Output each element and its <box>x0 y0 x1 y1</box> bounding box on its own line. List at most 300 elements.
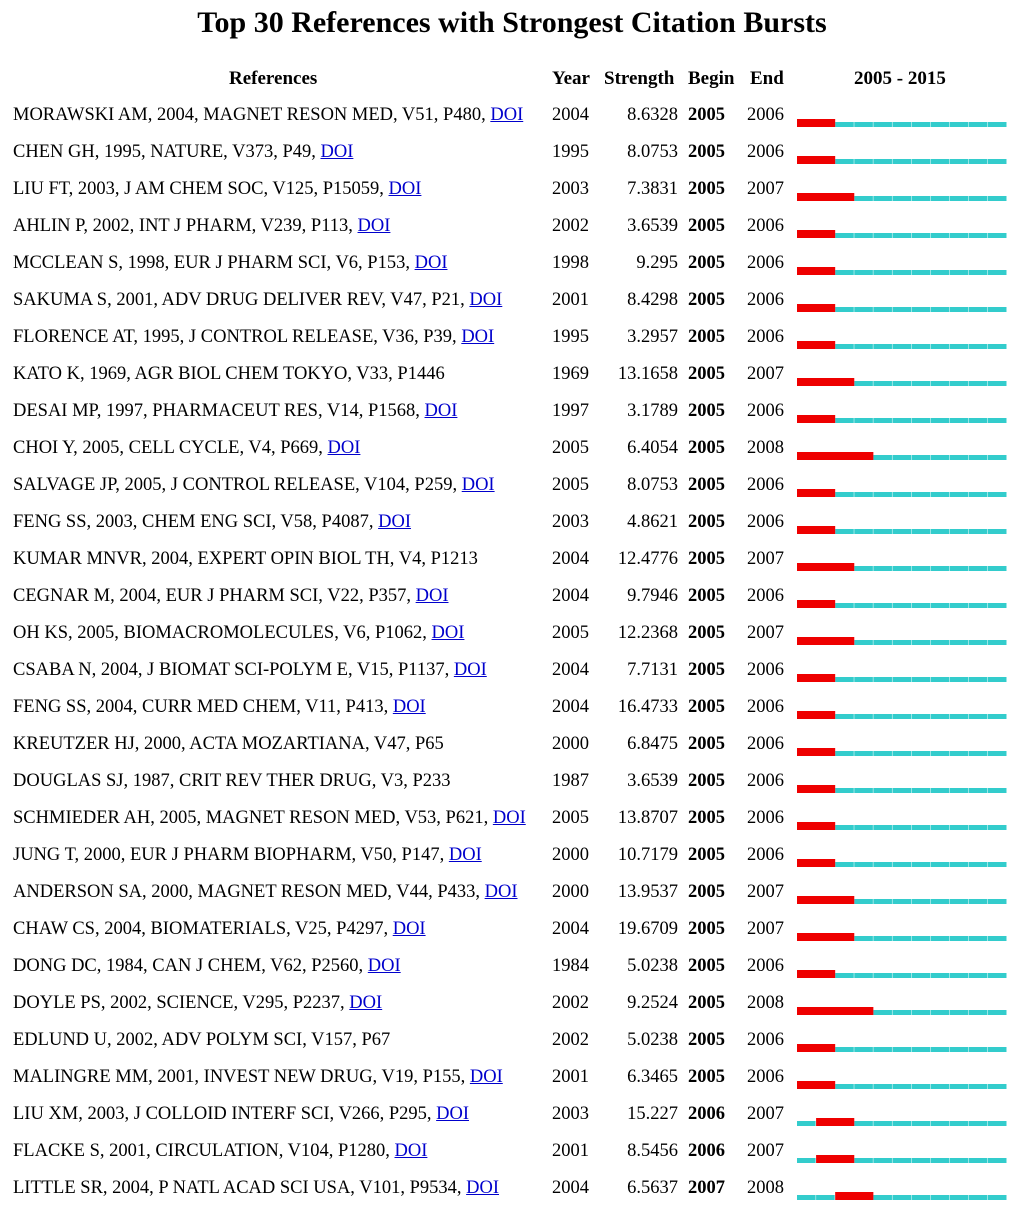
reference-text: FENG SS, 2004, CURR MED CHEM, V11, P413, <box>13 697 389 717</box>
burst-bar <box>835 1192 873 1200</box>
reference-cell <box>13 1067 503 1088</box>
timeline-year-segment <box>892 344 911 349</box>
timeline-year-segment <box>873 159 892 164</box>
timeline-year-segment <box>931 1195 950 1200</box>
timeline-year-segment <box>988 640 1007 645</box>
year-cell: 2004 <box>552 549 589 569</box>
doi-link[interactable]: DOI <box>327 438 361 458</box>
begin-cell: 2005 <box>688 253 725 273</box>
timeline-year-segment <box>931 566 950 571</box>
begin-cell: 2006 <box>688 1104 725 1124</box>
timeline-year-segment <box>931 307 950 312</box>
timeline-year-segment <box>931 1158 950 1163</box>
header-begin: Begin <box>688 68 735 89</box>
reference-cell <box>13 1030 390 1051</box>
table-row <box>0 246 1024 283</box>
table-row <box>0 542 1024 579</box>
header-references: References <box>229 68 318 89</box>
timeline-year-segment <box>912 122 931 127</box>
year-cell: 1995 <box>552 142 589 162</box>
timeline-year-segment <box>892 196 911 201</box>
timeline-year-segment <box>873 1121 892 1126</box>
timeline-year-segment <box>912 196 931 201</box>
timeline-year-segment <box>854 196 873 201</box>
timeline-year-segment <box>912 344 931 349</box>
timeline-year-segment <box>854 1158 873 1163</box>
year-cell: 1995 <box>552 327 589 347</box>
end-cell: 2006 <box>747 512 784 532</box>
burst-bar <box>797 748 835 756</box>
burst-timeline <box>797 822 1007 832</box>
table-row <box>0 431 1024 468</box>
table-row <box>0 209 1024 246</box>
strength-cell: 13.8707 <box>617 808 678 828</box>
begin-cell: 2005 <box>688 142 725 162</box>
table-row <box>0 357 1024 394</box>
doi-link[interactable]: DOI <box>414 253 448 273</box>
timeline-year-segment <box>892 381 911 386</box>
year-cell: 1997 <box>552 401 589 421</box>
reference-text: AHLIN P, 2002, INT J PHARM, V239, P113, <box>13 216 353 236</box>
end-cell: 2007 <box>747 1141 784 1161</box>
reference-cell <box>13 475 495 496</box>
timeline-year-segment <box>988 788 1007 793</box>
timeline-year-segment <box>892 122 911 127</box>
timeline-year-segment <box>988 418 1007 423</box>
timeline-year-segment <box>988 307 1007 312</box>
doi-link[interactable]: DOI <box>431 623 465 643</box>
timeline-year-segment <box>969 344 988 349</box>
doi-link[interactable]: DOI <box>388 179 422 199</box>
end-cell: 2007 <box>747 364 784 384</box>
year-cell: 2001 <box>552 290 589 310</box>
timeline-year-segment <box>969 1047 988 1052</box>
timeline-year-segment <box>854 233 873 238</box>
timeline-year-segment <box>912 233 931 238</box>
strength-cell: 16.4733 <box>617 697 678 717</box>
year-cell: 2005 <box>552 623 589 643</box>
timeline-year-segment <box>873 418 892 423</box>
timeline-year-segment <box>892 492 911 497</box>
burst-bar <box>797 785 835 793</box>
table-row <box>0 1097 1024 1134</box>
year-cell: 1969 <box>552 364 589 384</box>
year-cell: 2002 <box>552 1030 589 1050</box>
timeline-year-segment <box>854 344 873 349</box>
year-cell: 2005 <box>552 808 589 828</box>
reference-text: KREUTZER HJ, 2000, ACTA MOZARTIANA, V47, P65 <box>13 734 444 754</box>
timeline-year-segment <box>912 603 931 608</box>
timeline-year-segment <box>950 1047 969 1052</box>
burst-timeline <box>797 452 1007 462</box>
burst-bar <box>797 267 835 275</box>
timeline-year-segment <box>797 1158 816 1163</box>
timeline-year-segment <box>931 1010 950 1015</box>
timeline-year-segment <box>873 788 892 793</box>
end-cell: 2006 <box>747 808 784 828</box>
year-cell: 2000 <box>552 845 589 865</box>
timeline-year-segment <box>969 1158 988 1163</box>
burst-timeline <box>797 489 1007 499</box>
strength-cell: 7.7131 <box>627 660 678 680</box>
timeline-year-segment <box>969 936 988 941</box>
timeline-year-segment <box>912 1121 931 1126</box>
timeline-year-segment <box>912 1084 931 1089</box>
timeline-year-segment <box>950 862 969 867</box>
timeline-year-segment <box>988 1121 1007 1126</box>
doi-link[interactable]: DOI <box>415 586 449 606</box>
begin-cell: 2005 <box>688 105 725 125</box>
table-row <box>0 912 1024 949</box>
end-cell: 2007 <box>747 623 784 643</box>
end-cell: 2006 <box>747 401 784 421</box>
timeline-year-segment <box>797 1121 816 1126</box>
timeline-year-segment <box>873 1084 892 1089</box>
burst-timeline <box>797 748 1007 758</box>
timeline-year-segment <box>835 751 854 756</box>
timeline-year-segment <box>988 529 1007 534</box>
doi-link[interactable]: DOI <box>394 1141 428 1161</box>
burst-bar <box>797 378 854 386</box>
burst-timeline <box>797 859 1007 869</box>
doi-link[interactable]: DOI <box>461 327 495 347</box>
table-row <box>0 838 1024 875</box>
table-row <box>0 283 1024 320</box>
timeline-year-segment <box>950 159 969 164</box>
burst-timeline <box>797 896 1007 906</box>
reference-text: OH KS, 2005, BIOMACROMOLECULES, V6, P1062, <box>13 623 427 643</box>
timeline-year-segment <box>892 973 911 978</box>
reference-text: MCCLEAN S, 1998, EUR J PHARM SCI, V6, P153, <box>13 253 410 273</box>
end-cell: 2007 <box>747 179 784 199</box>
timeline-year-segment <box>912 1047 931 1052</box>
timeline-year-segment <box>835 233 854 238</box>
timeline-year-segment <box>873 122 892 127</box>
doi-link[interactable]: DOI <box>392 697 426 717</box>
doi-link[interactable]: DOI <box>367 956 401 976</box>
timeline-year-segment <box>931 899 950 904</box>
table-row <box>0 986 1024 1023</box>
year-cell: 2004 <box>552 660 589 680</box>
table-row <box>0 1023 1024 1060</box>
timeline-year-segment <box>854 899 873 904</box>
header-strength: Strength <box>604 68 675 89</box>
timeline-year-segment <box>931 122 950 127</box>
timeline-year-segment <box>892 936 911 941</box>
timeline-year-segment <box>854 270 873 275</box>
timeline-year-segment <box>931 936 950 941</box>
doi-link[interactable]: DOI <box>484 882 518 902</box>
timeline-year-segment <box>950 1084 969 1089</box>
doi-link[interactable]: DOI <box>461 475 495 495</box>
timeline-year-segment <box>912 751 931 756</box>
burst-timeline <box>797 1192 1007 1202</box>
timeline-year-segment <box>931 603 950 608</box>
timeline-year-segment <box>931 418 950 423</box>
timeline-year-segment <box>969 566 988 571</box>
timeline-year-segment <box>854 418 873 423</box>
timeline-year-segment <box>969 899 988 904</box>
doi-link[interactable]: DOI <box>453 660 487 680</box>
timeline-year-segment <box>931 788 950 793</box>
end-cell: 2007 <box>747 919 784 939</box>
reference-text: CEGNAR M, 2004, EUR J PHARM SCI, V22, P357, <box>13 586 411 606</box>
timeline-year-segment <box>835 1047 854 1052</box>
timeline-year-segment <box>873 307 892 312</box>
reference-text: CHEN GH, 1995, NATURE, V373, P49, <box>13 142 316 162</box>
doi-link[interactable]: DOI <box>357 216 391 236</box>
timeline-year-segment <box>950 825 969 830</box>
timeline-year-segment <box>931 233 950 238</box>
timeline-year-segment <box>835 307 854 312</box>
timeline-year-segment <box>892 1047 911 1052</box>
year-cell: 2004 <box>552 1178 589 1198</box>
timeline-year-segment <box>931 862 950 867</box>
year-cell: 2001 <box>552 1067 589 1087</box>
timeline-year-segment <box>912 714 931 719</box>
end-cell: 2006 <box>747 956 784 976</box>
timeline-year-segment <box>988 492 1007 497</box>
timeline-year-segment <box>988 1158 1007 1163</box>
timeline-year-segment <box>931 1121 950 1126</box>
timeline-year-segment <box>969 418 988 423</box>
timeline-year-segment <box>892 1195 911 1200</box>
timeline-year-segment <box>873 899 892 904</box>
end-cell: 2006 <box>747 105 784 125</box>
begin-cell: 2005 <box>688 512 725 532</box>
end-cell: 2006 <box>747 475 784 495</box>
burst-timeline <box>797 1155 1007 1165</box>
timeline-year-segment <box>854 936 873 941</box>
timeline-year-segment <box>835 418 854 423</box>
begin-cell: 2005 <box>688 697 725 717</box>
timeline-year-segment <box>931 270 950 275</box>
strength-cell: 6.5637 <box>627 1178 678 1198</box>
timeline-year-segment <box>873 862 892 867</box>
timeline-year-segment <box>969 270 988 275</box>
timeline-year-segment <box>931 714 950 719</box>
timeline-year-segment <box>892 455 911 460</box>
reference-text: DOYLE PS, 2002, SCIENCE, V295, P2237, <box>13 993 345 1013</box>
begin-cell: 2005 <box>688 438 725 458</box>
timeline-year-segment <box>969 714 988 719</box>
timeline-year-segment <box>873 196 892 201</box>
timeline-year-segment <box>950 973 969 978</box>
burst-timeline <box>797 1007 1007 1017</box>
timeline-year-segment <box>892 233 911 238</box>
timeline-year-segment <box>854 751 873 756</box>
reference-text: DOUGLAS SJ, 1987, CRIT REV THER DRUG, V3, P233 <box>13 771 451 791</box>
reference-cell <box>13 808 526 829</box>
burst-timeline <box>797 637 1007 647</box>
burst-bar <box>797 674 835 682</box>
burst-bar <box>797 970 835 978</box>
reference-text: JUNG T, 2000, EUR J PHARM BIOPHARM, V50, P147, <box>13 845 445 865</box>
burst-bar <box>797 156 835 164</box>
timeline-year-segment <box>892 714 911 719</box>
timeline-year-segment <box>873 751 892 756</box>
doi-link[interactable]: DOI <box>424 401 458 421</box>
timeline-year-segment <box>950 1158 969 1163</box>
timeline-year-segment <box>988 1047 1007 1052</box>
begin-cell: 2007 <box>688 1178 725 1198</box>
timeline-year-segment <box>835 492 854 497</box>
timeline-year-segment <box>835 529 854 534</box>
timeline-year-segment <box>988 455 1007 460</box>
end-cell: 2006 <box>747 660 784 680</box>
begin-cell: 2005 <box>688 919 725 939</box>
timeline-year-segment <box>854 492 873 497</box>
doi-link[interactable]: DOI <box>448 845 482 865</box>
timeline-year-segment <box>835 825 854 830</box>
timeline-year-segment <box>950 714 969 719</box>
timeline-year-segment <box>931 640 950 645</box>
timeline-year-segment <box>969 196 988 201</box>
timeline-year-segment <box>873 529 892 534</box>
timeline-year-segment <box>969 973 988 978</box>
reference-text: FLORENCE AT, 1995, J CONTROL RELEASE, V36, P39, <box>13 327 457 347</box>
begin-cell: 2005 <box>688 290 725 310</box>
year-cell: 2002 <box>552 216 589 236</box>
reference-cell <box>13 697 426 718</box>
reference-cell <box>13 549 478 570</box>
begin-cell: 2005 <box>688 771 725 791</box>
timeline-year-segment <box>969 825 988 830</box>
timeline-year-segment <box>854 381 873 386</box>
strength-cell: 13.1658 <box>617 364 678 384</box>
timeline-year-segment <box>969 1195 988 1200</box>
begin-cell: 2005 <box>688 808 725 828</box>
timeline-year-segment <box>988 751 1007 756</box>
burst-bar <box>797 304 835 312</box>
timeline-year-segment <box>969 1121 988 1126</box>
reference-cell <box>13 401 457 422</box>
timeline-year-segment <box>873 492 892 497</box>
reference-cell <box>13 882 518 903</box>
doi-link[interactable]: DOI <box>436 1104 470 1124</box>
doi-link[interactable]: DOI <box>490 105 524 125</box>
doi-link[interactable]: DOI <box>378 512 411 532</box>
year-cell: 1984 <box>552 956 589 976</box>
burst-bar <box>797 230 835 238</box>
doi-link[interactable]: DOI <box>466 1178 500 1198</box>
doi-link[interactable]: DOI <box>469 1067 503 1087</box>
reference-cell <box>13 1104 469 1125</box>
reference-text: MALINGRE MM, 2001, INVEST NEW DRUG, V19, P155, <box>13 1067 466 1087</box>
timeline-year-segment <box>854 1121 873 1126</box>
doi-link[interactable]: DOI <box>349 993 383 1013</box>
timeline-year-segment <box>931 381 950 386</box>
timeline-year-segment <box>950 1121 969 1126</box>
reference-cell <box>13 290 502 311</box>
timeline-year-segment <box>950 307 969 312</box>
timeline-year-segment <box>988 270 1007 275</box>
timeline-year-segment <box>969 159 988 164</box>
timeline-year-segment <box>854 566 873 571</box>
timeline-year-segment <box>988 233 1007 238</box>
timeline-year-segment <box>912 381 931 386</box>
begin-cell: 2005 <box>688 1067 725 1087</box>
burst-timeline <box>797 415 1007 425</box>
year-cell: 2000 <box>552 734 589 754</box>
burst-bar <box>797 341 835 349</box>
timeline-year-segment <box>988 566 1007 571</box>
timeline-year-segment <box>969 307 988 312</box>
timeline-year-segment <box>912 492 931 497</box>
timeline-year-segment <box>873 825 892 830</box>
timeline-year-segment <box>892 159 911 164</box>
timeline-year-segment <box>969 603 988 608</box>
timeline-year-segment <box>969 381 988 386</box>
table-row <box>0 394 1024 431</box>
table-row <box>0 653 1024 690</box>
doi-link[interactable]: DOI <box>392 919 426 939</box>
doi-link[interactable]: DOI <box>320 142 354 162</box>
timeline-year-segment <box>969 862 988 867</box>
timeline-year-segment <box>950 418 969 423</box>
timeline-year-segment <box>873 381 892 386</box>
burst-timeline <box>797 230 1007 240</box>
timeline-year-segment <box>950 1010 969 1015</box>
reference-cell <box>13 364 445 385</box>
year-cell: 2004 <box>552 697 589 717</box>
strength-cell: 6.4054 <box>627 438 678 458</box>
reference-cell <box>13 142 353 163</box>
timeline-year-segment <box>988 825 1007 830</box>
timeline-year-segment <box>835 973 854 978</box>
doi-link[interactable]: DOI <box>469 290 503 310</box>
timeline-year-segment <box>912 418 931 423</box>
reference-text: LITTLE SR, 2004, P NATL ACAD SCI USA, V101, P9534, <box>13 1178 462 1198</box>
timeline-year-segment <box>835 270 854 275</box>
end-cell: 2006 <box>747 1030 784 1050</box>
timeline-year-segment <box>912 677 931 682</box>
reference-text: CHOI Y, 2005, CELL CYCLE, V4, P669, <box>13 438 323 458</box>
reference-cell <box>13 253 447 274</box>
timeline-year-segment <box>988 196 1007 201</box>
timeline-year-segment <box>950 233 969 238</box>
timeline-year-segment <box>854 973 873 978</box>
reference-cell <box>13 993 382 1014</box>
timeline-year-segment <box>969 751 988 756</box>
timeline-year-segment <box>816 1195 835 1200</box>
reference-text: SAKUMA S, 2001, ADV DRUG DELIVER REV, V47, P21, <box>13 290 465 310</box>
begin-cell: 2005 <box>688 993 725 1013</box>
table-row <box>0 690 1024 727</box>
timeline-year-segment <box>854 677 873 682</box>
end-cell: 2006 <box>747 771 784 791</box>
timeline-year-segment <box>892 862 911 867</box>
timeline-year-segment <box>969 640 988 645</box>
end-cell: 2007 <box>747 1104 784 1124</box>
timeline-year-segment <box>892 640 911 645</box>
timeline-year-segment <box>873 566 892 571</box>
timeline-year-segment <box>854 603 873 608</box>
timeline-year-segment <box>835 1084 854 1089</box>
reference-cell <box>13 845 482 866</box>
burst-timeline <box>797 193 1007 203</box>
reference-text: SCHMIEDER AH, 2005, MAGNET RESON MED, V53, P621, <box>13 808 489 828</box>
reference-text: LIU FT, 2003, J AM CHEM SOC, V125, P15059, <box>13 179 384 199</box>
reference-cell <box>13 438 360 459</box>
reference-cell <box>13 1141 427 1162</box>
doi-link[interactable]: DOI <box>492 808 526 828</box>
strength-cell: 8.6328 <box>627 105 678 125</box>
end-cell: 2006 <box>747 1067 784 1087</box>
strength-cell: 7.3831 <box>627 179 678 199</box>
timeline-year-segment <box>969 788 988 793</box>
strength-cell: 12.2368 <box>617 623 678 643</box>
